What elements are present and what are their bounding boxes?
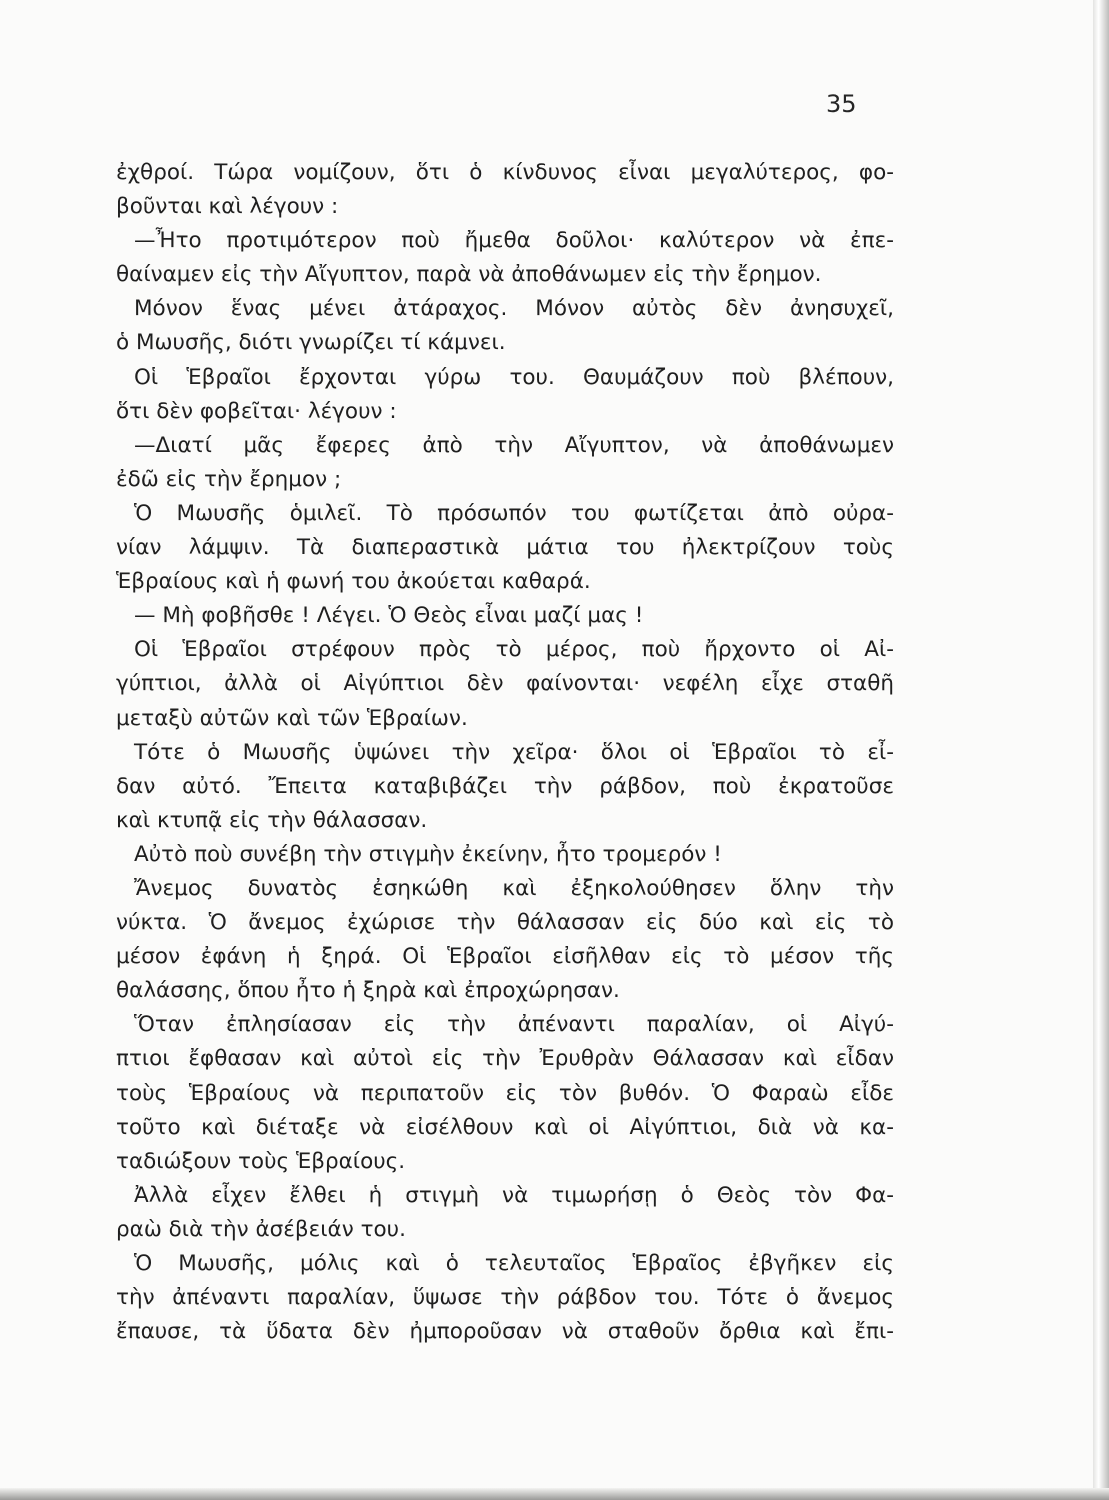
text-line: Ἑβραίους καὶ ἡ φωνή του ἀκούεται καθαρά.	[116, 569, 591, 595]
text-line: ὁ Μωυσῆς, διότι γνωρίζει τί κάμνει.	[116, 330, 506, 356]
text-line: τοῦτο καὶ διέταξε νὰ εἰσέλθουν καὶ οἱ Αἰγύπτιοι, διὰ νὰ κα-	[116, 1114, 894, 1140]
text-line: ἔπαυσε, τὰ ὕδατα δὲν ἠμποροῦσαν νὰ σταθοῦν ὄρθια καὶ ἔπι-	[116, 1319, 894, 1345]
text-line: γύπτιοι, ἀλλὰ οἱ Αἰγύπτιοι δὲν φαίνονται· νεφέλη εἶχε σταθῆ	[116, 671, 894, 697]
text-line: Ἀλλὰ εἶχεν ἔλθει ἡ στιγμὴ νὰ τιμωρήσῃ ὁ Θεὸς τὸν Φα-	[134, 1182, 894, 1208]
page-edge-shadow	[1093, 0, 1109, 1500]
text-line: — Μὴ φοβῆσθε ! Λέγει. Ὁ Θεὸς εἶναι μαζί μας !	[134, 603, 644, 629]
text-line: Ὁ Μωυσῆς ὁμιλεῖ. Τὸ πρόσωπόν του φωτίζεται ἀπὸ οὐρα-	[134, 500, 894, 526]
text-line: Μόνον ἕνας μένει ἀτάραχος. Μόνον αὐτὸς δὲν ἀνησυχεῖ,	[134, 296, 894, 322]
text-line: πτιοι ἔφθασαν καὶ αὐτοὶ εἰς τὴν Ἐρυθρὰν Θάλασσαν καὶ εἶδαν	[116, 1046, 894, 1072]
text-line: ταδιώξουν τοὺς Ἑβραίους.	[116, 1148, 406, 1174]
text-line: Οἱ Ἑβραῖοι στρέφουν πρὸς τὸ μέρος, ποὺ ἤρχοντο οἱ Αἰ-	[134, 637, 894, 663]
text-line: ἐδῶ εἰς τὴν ἔρημον ;	[116, 466, 342, 492]
text-line: Τότε ὁ Μωυσῆς ὑψώνει τὴν χεῖρα· ὅλοι οἱ Ἑβραῖοι τὸ εἶ-	[134, 739, 894, 765]
text-line: —Ἦτο προτιμότερον ποὺ ἤμεθα δοῦλοι· καλύτερον νὰ ἐπε-	[134, 228, 894, 254]
text-line: δαν αὐτό. Ἔπειτα καταβιβάζει τὴν ράβδον, ποὺ ἐκρατοῦσε	[116, 773, 894, 799]
body-text	[116, 156, 894, 1349]
text-line: νύκτα. Ὁ ἄνεμος ἐχώρισε τὴν θάλασσαν εἰς δύο καὶ εἰς τὸ	[116, 910, 894, 936]
text-line: μέσον ἐφάνη ἡ ξηρά. Οἱ Ἑβραῖοι εἰσῆλθαν εἰς τὸ μέσον τῆς	[116, 944, 894, 970]
text-line: Ἄνεμος δυνατὸς ἐσηκώθη καὶ ἐξηκολούθησεν ὅλην τὴν	[134, 875, 894, 901]
text-line: θαίναμεν εἰς τὴν Αἴγυπτον, παρὰ νὰ ἀποθάνωμεν εἰς τὴν ἔρημον.	[116, 262, 822, 288]
text-line: ραὼ διὰ τὴν ἀσέβειάν του.	[116, 1216, 406, 1242]
text-line: νίαν λάμψιν. Τὰ διαπεραστικὰ μάτια του ἠλεκτρίζουν τοὺς	[116, 535, 894, 561]
text-line: —Διατί μᾶς ἔφερες ἀπὸ τὴν Αἴγυπτον, νὰ ἀποθάνωμεν	[134, 432, 894, 458]
text-line: ὅτι δὲν φοβεῖται· λέγουν :	[116, 398, 397, 424]
page-bottom-edge	[0, 1488, 1109, 1500]
text-line: βοῦνται καὶ λέγουν :	[116, 194, 339, 220]
text-line: Ὅταν ἐπλησίασαν εἰς τὴν ἀπέναντι παραλίαν, οἱ Αἰγύ-	[134, 1012, 894, 1038]
page-number: 35	[826, 90, 857, 118]
text-line: θαλάσσης, ὅπου ἦτο ἡ ξηρὰ καὶ ἐπροχώρησαν.	[116, 978, 620, 1004]
text-line: τὴν ἀπέναντι παραλίαν, ὕψωσε τὴν ράβδον του. Τότε ὁ ἄνεμος	[116, 1285, 894, 1311]
text-line: Αὐτὸ ποὺ συνέβη τὴν στιγμὴν ἐκείνην, ἦτο τρομερόν !	[134, 841, 722, 867]
text-line: ἐχθροί. Τώρα νομίζουν, ὅτι ὁ κίνδυνος εἶναι μεγαλύτερος, φο-	[116, 160, 894, 185]
text-line: μεταξὺ αὐτῶν καὶ τῶν Ἑβραίων.	[116, 705, 468, 731]
text-line: Ὁ Μωυσῆς, μόλις καὶ ὁ τελευταῖος Ἑβραῖος ἐβγῆκεν εἰς	[134, 1251, 894, 1276]
text-line: τοὺς Ἑβραίους νὰ περιπατοῦν εἰς τὸν βυθόν. Ὁ Φαραὼ εἶδε	[116, 1080, 894, 1106]
text-line: Οἱ Ἑβραῖοι ἔρχονται γύρω του. Θαυμάζουν ποὺ βλέπουν,	[134, 364, 894, 390]
text-line: καὶ κτυπᾷ εἰς τὴν θάλασσαν.	[116, 807, 428, 833]
